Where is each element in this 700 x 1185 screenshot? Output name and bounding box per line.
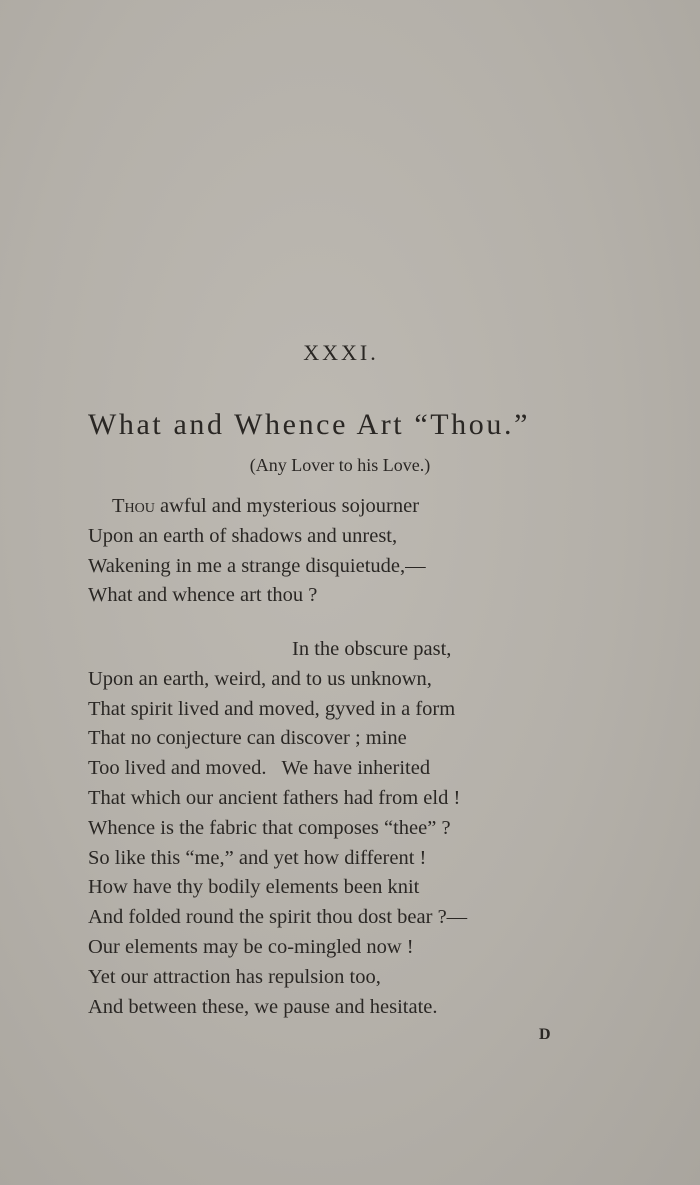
poem-line: Yet our attraction has repulsion too, <box>88 965 381 988</box>
signature-mark: D <box>539 1026 551 1043</box>
poem-line: Wakening in me a strange disquietude,— <box>88 554 426 577</box>
poem-line: So like this “me,” and yet how different ! <box>88 846 427 869</box>
drop-word: Thou <box>112 495 155 517</box>
poem-line: Whence is the fabric that composes “thee” ? <box>88 816 451 839</box>
poem-line: That no conjecture can discover ; mine <box>88 727 407 750</box>
poem-line: Our elements may be co-mingled now ! <box>88 935 414 958</box>
poem-line <box>88 492 426 522</box>
poem-line: Upon an earth of shadows and unrest, <box>88 524 398 547</box>
poem-title: What and Whence Art “Thou.” <box>88 408 530 441</box>
poem-line: Too lived and moved. We have inherited <box>88 757 431 780</box>
poem-line: In the obscure past, <box>292 638 452 660</box>
poem-line: How have thy bodily elements been knit <box>88 876 420 899</box>
poem-line: And between these, we pause and hesitate. <box>88 995 438 1018</box>
stanza-first <box>88 492 426 611</box>
poem-line: That which our ancient fathers had from eld ! <box>88 786 461 809</box>
stanza-second <box>88 635 467 1022</box>
section-number: XXXI. <box>303 340 379 365</box>
poem-line: What and whence art thou ? <box>88 584 318 607</box>
poem-line: That spirit lived and moved, gyved in a form <box>88 697 456 720</box>
poem-line: Upon an earth, weird, and to us unknown, <box>88 667 432 690</box>
poem-line: And folded round the spirit thou dost bear ?— <box>88 906 468 929</box>
line-text: awful and mysterious sojourner <box>154 495 420 517</box>
poem-subtitle: (Any Lover to his Love.) <box>249 455 431 475</box>
